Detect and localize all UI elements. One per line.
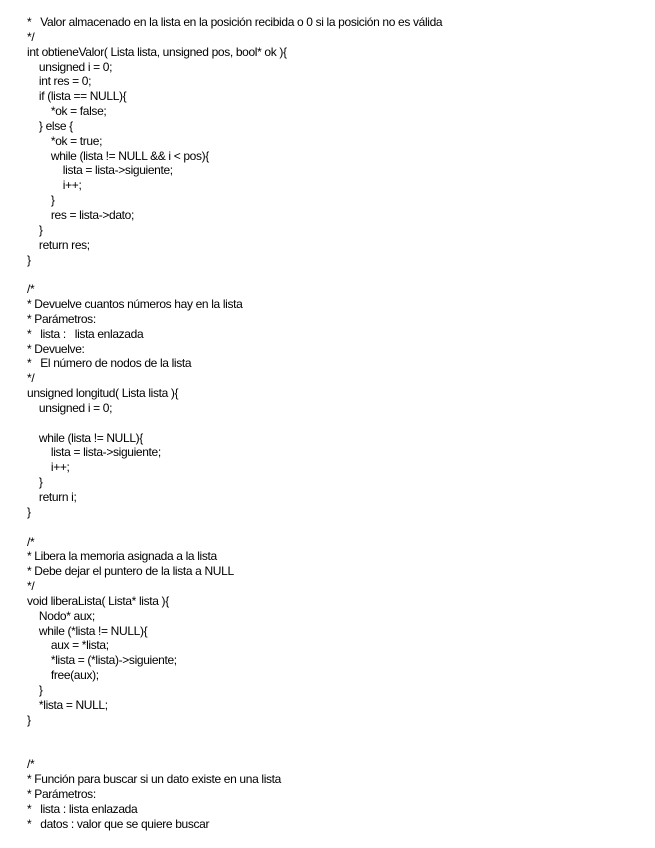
code-line: while (lista != NULL && i < pos){ — [27, 148, 209, 163]
code-line: unsigned i = 0; — [27, 400, 113, 415]
code-line: lista = lista->siguiente; — [27, 163, 173, 178]
code-line: i++; — [27, 460, 70, 475]
code-line — [27, 742, 647, 757]
code-line: * lista : lista enlazada — [27, 801, 138, 816]
code-line: } — [27, 222, 43, 237]
code-line: *ok = true; — [27, 133, 103, 148]
code-line: * Parámetros: — [27, 311, 96, 326]
code-line: unsigned i = 0; — [27, 59, 113, 74]
code-line — [27, 267, 647, 282]
code-line: * El número de nodos de la lista — [27, 356, 192, 371]
code-line: i++; — [27, 178, 82, 193]
code-line: } — [27, 682, 43, 697]
code-line: * Valor almacenado en la lista en la posición recibida o 0 si la posición no es válida — [27, 15, 443, 29]
code-line: /* — [27, 757, 35, 772]
code-line: unsigned longitud( Lista lista ){ — [27, 386, 179, 401]
code-line: * Devuelve: — [27, 341, 85, 356]
code-line: * Devuelve cuantos números hay en la lista — [27, 297, 243, 312]
code-line: } else { — [27, 118, 73, 133]
code-line: return res; — [27, 237, 90, 252]
code-line: * Parámetros: — [27, 786, 96, 801]
code-line: while (lista != NULL){ — [27, 430, 143, 445]
code-line: * datos : valor que se quiere buscar — [27, 816, 210, 831]
code-line: */ — [27, 579, 35, 594]
code-line: aux = *lista; — [27, 638, 109, 653]
code-line: *lista = (*lista)->siguiente; — [27, 653, 177, 668]
code-line: while (*lista != NULL){ — [27, 623, 148, 638]
code-line: lista = lista->siguiente; — [27, 445, 161, 460]
code-line: /* — [27, 282, 35, 297]
code-listing — [27, 15, 647, 831]
code-line — [27, 520, 647, 535]
code-line: int obtieneValor( Lista lista, unsigned pos, bool* ok ){ — [27, 44, 287, 59]
code-line: */ — [27, 29, 35, 44]
code-line: res = lista->dato; — [27, 207, 134, 222]
code-line: *ok = false; — [27, 104, 107, 119]
code-line: * Función para buscar si un dato existe en una lista — [27, 772, 281, 787]
code-line: * lista : lista enlazada — [27, 326, 144, 341]
code-line: return i; — [27, 490, 77, 504]
code-line: } — [27, 475, 43, 490]
code-line: int res = 0; — [27, 74, 92, 89]
code-line: void liberaLista( Lista* lista ){ — [27, 593, 169, 608]
code-line: } — [27, 504, 31, 519]
code-line: Nodo* aux; — [27, 608, 95, 623]
code-line — [27, 728, 647, 743]
code-line: } — [27, 252, 31, 267]
code-line: * Libera la memoria asignada a la lista — [27, 549, 217, 564]
code-line: * Debe dejar el puntero de la lista a NULL — [27, 564, 234, 579]
code-line: if (lista == NULL){ — [27, 89, 127, 104]
code-line: } — [27, 193, 55, 208]
code-line: *lista = NULL; — [27, 697, 108, 712]
code-line — [27, 416, 647, 431]
code-line: } — [27, 712, 31, 727]
code-line: /* — [27, 534, 35, 549]
code-line: */ — [27, 371, 35, 386]
code-line: free(aux); — [27, 668, 99, 683]
